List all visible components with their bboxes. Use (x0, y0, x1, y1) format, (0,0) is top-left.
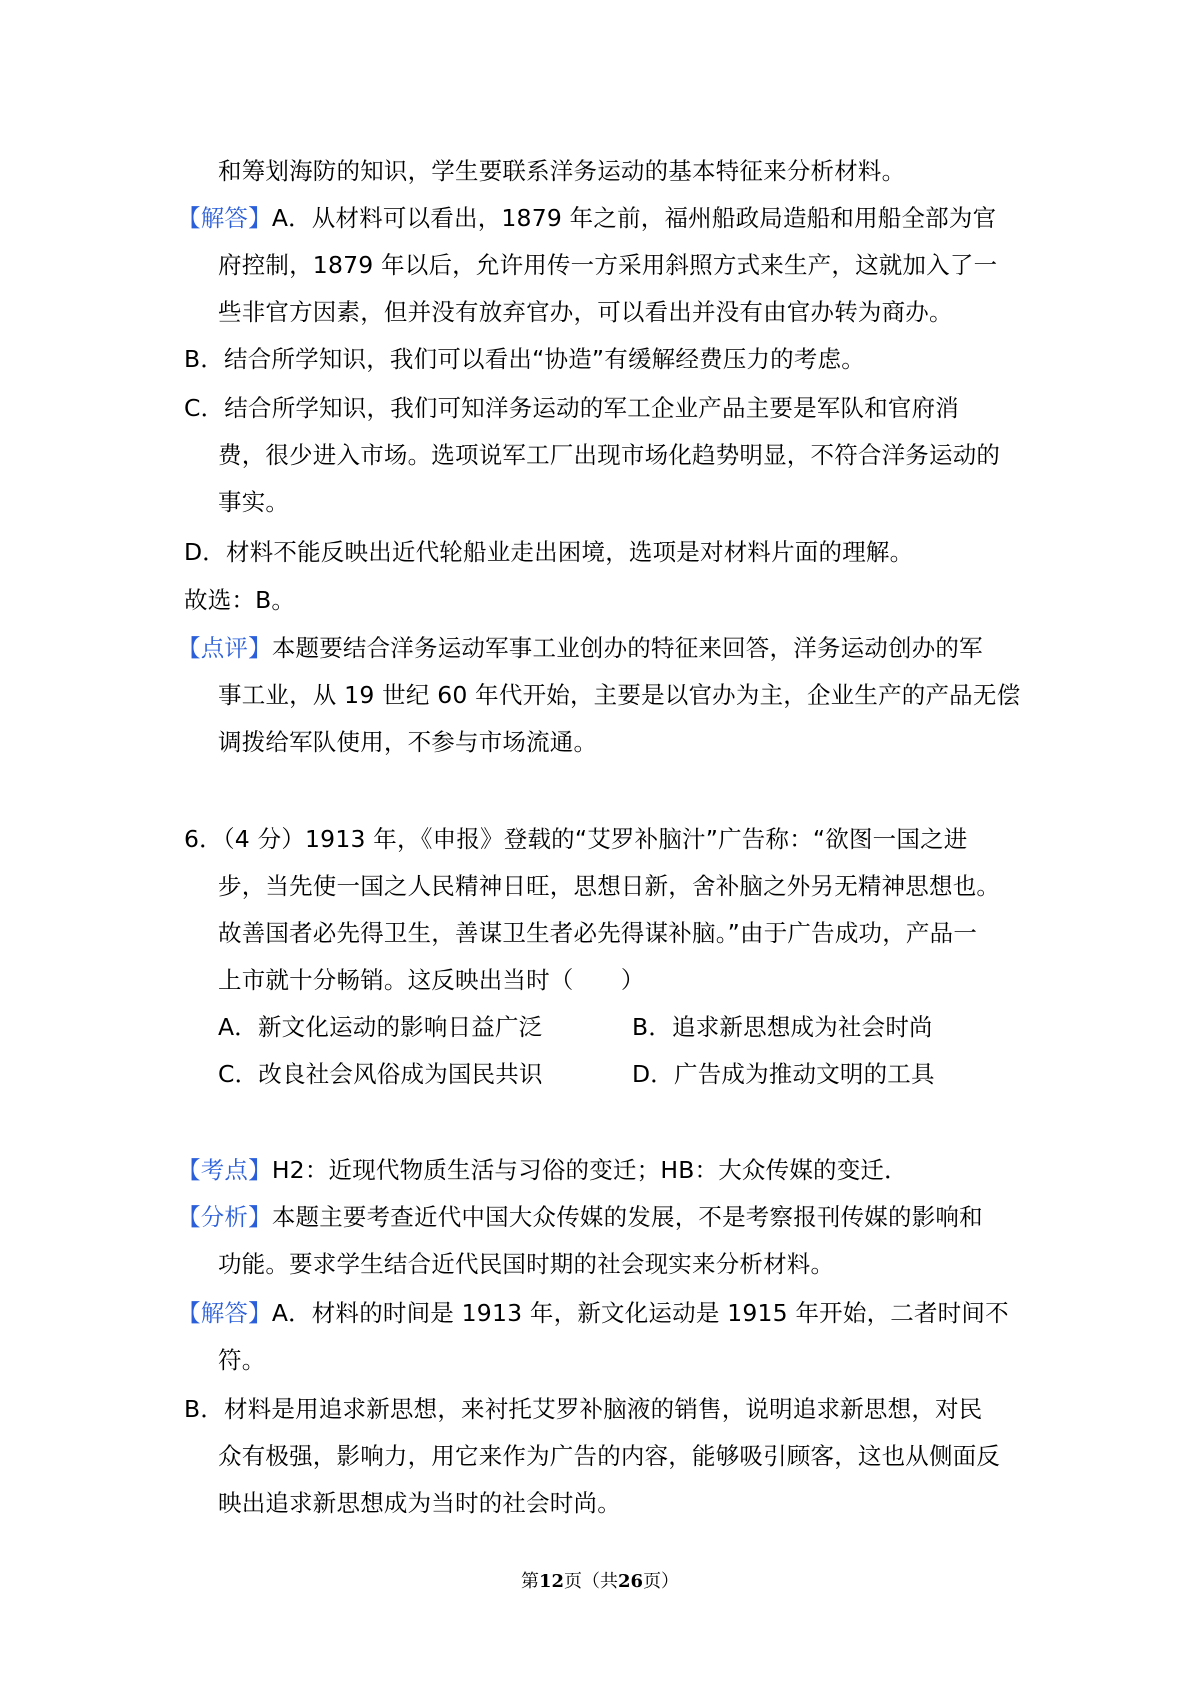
answer-label: 【解答】 (177, 204, 272, 232)
q5-final-choice: 故选：B。 (184, 586, 296, 614)
q6-stem-line-4: 上市就十分畅销。这反映出当时（ ） (218, 966, 645, 994)
analysis-continuation: 和筹划海防的知识，学生要联系洋务运动的基本特征来分析材料。 (218, 157, 906, 185)
q6-option-a: A．新文化运动的影响日益广泛 (218, 1013, 543, 1041)
q5-option-b-explanation: B．结合所学知识，我们可以看出“协造”有缓解经费压力的考虑。 (184, 345, 865, 373)
q6-option-c: C．改良社会风俗成为国民共识 (218, 1060, 543, 1088)
q5-option-c-explanation-3: 事实。 (218, 488, 290, 516)
q6-stem-line-3: 故善国者必先得卫生，善谋卫生者必先得谋补脑。”由于广告成功，产品一 (218, 919, 978, 947)
q5-answer-line-3: 些非官方因素，但并没有放弃官办，可以看出并没有由官办转为商办。 (218, 298, 953, 326)
q5-option-d-explanation: D．材料不能反映出近代轮船业走出困境，选项是对材料片面的理解。 (184, 538, 914, 566)
analysis-label: 【分析】 (177, 1203, 272, 1231)
q6-option-b-explanation-3: 映出追求新思想成为当时的社会时尚。 (218, 1489, 621, 1517)
q5-answer-line-1: 【解答】A．从材料可以看出，1879 年之前，福州船政局造船和用船全部为官 (177, 204, 997, 232)
q5-option-c-explanation-1: C．结合所学知识，我们可知洋务运动的军工企业产品主要是军队和官府消 (184, 394, 960, 422)
q6-analysis-line-2: 功能。要求学生结合近代民国时期的社会现实来分析材料。 (218, 1250, 835, 1278)
q5-comment-line-2: 事工业，从 19 世纪 60 年代开始，主要是以官办为主，企业生产的产品无偿 (218, 681, 1021, 709)
knowledge-point-label: 【考点】 (177, 1156, 272, 1184)
q6-analysis-line-1: 【分析】本题主要考查近代中国大众传媒的发展，不是考察报刊传媒的影响和 (177, 1203, 983, 1231)
comment-label: 【点评】 (177, 634, 272, 662)
q6-stem-line-2: 步，当先使一国之人民精神日旺，思想日新，舍补脑之外另无精神思想也。 (218, 872, 1001, 900)
q6-option-d: D．广告成为推动文明的工具 (632, 1060, 935, 1088)
q6-answer-line-2: 符。 (218, 1346, 266, 1374)
q6-knowledge-point: 【考点】H2：近现代物质生活与习俗的变迁；HB：大众传媒的变迁． (177, 1156, 908, 1184)
q6-option-b-explanation-1: B．材料是用追求新思想，来衬托艾罗补脑液的销售，说明追求新思想，对民 (184, 1395, 983, 1423)
q5-option-c-explanation-2: 费，很少进入市场。选项说军工厂出现市场化趋势明显，不符合洋务运动的 (218, 441, 1001, 469)
answer-label: 【解答】 (177, 1299, 272, 1327)
page-footer: 第12页（共26页） (520, 1571, 680, 1592)
q6-answer-line-1: 【解答】A．材料的时间是 1913 年，新文化运动是 1915 年开始，二者时间不 (177, 1299, 1009, 1327)
q6-stem-line-1: 6．（4 分）1913 年，《申报》登载的“艾罗补脑汁”广告称：“欲图一国之进 (184, 825, 968, 853)
q5-answer-line-2: 府控制，1879 年以后，允许用传一方采用斜照方式来生产，这就加入了一 (218, 251, 998, 279)
current-page-number: 12 (538, 1571, 564, 1592)
total-page-count: 26 (618, 1571, 644, 1592)
q5-comment-line-1: 【点评】本题要结合洋务运动军事工业创办的特征来回答，洋务运动创办的军 (177, 634, 983, 662)
q5-comment-line-3: 调拨给军队使用，不参与市场流通。 (218, 728, 598, 756)
q6-option-b-explanation-2: 众有极强，影响力，用它来作为广告的内容，能够吸引顾客，这也从侧面反 (218, 1442, 1001, 1470)
q6-option-b: B．追求新思想成为社会时尚 (632, 1013, 933, 1041)
